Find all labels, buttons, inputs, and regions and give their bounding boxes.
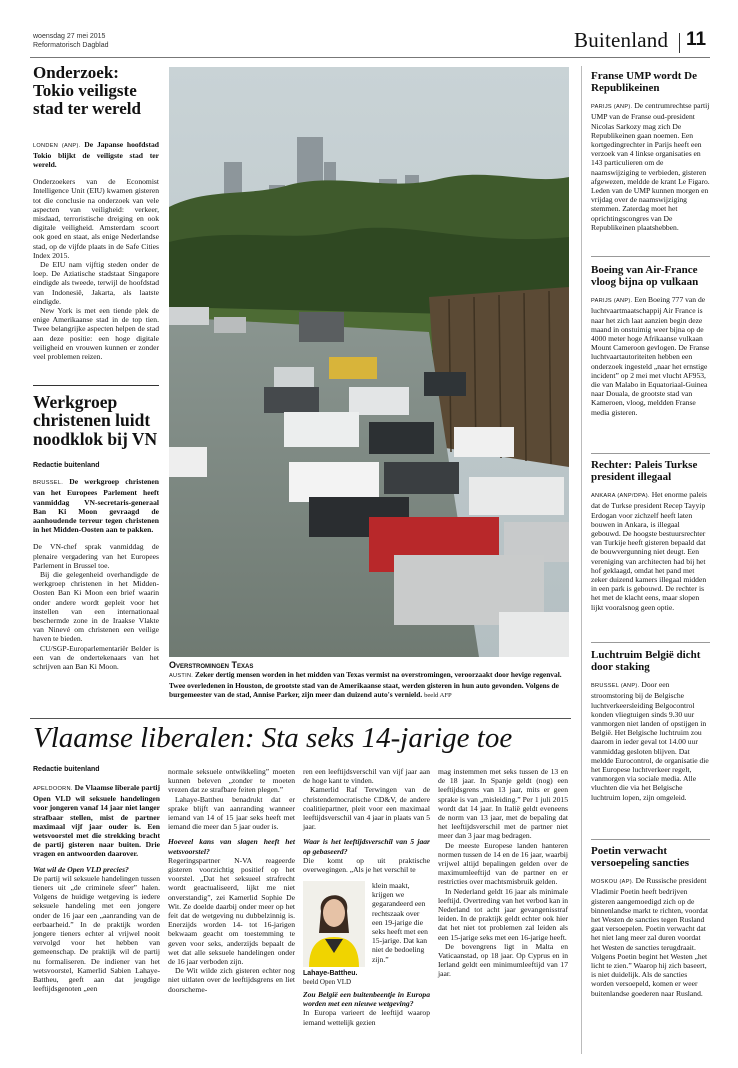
portrait-illustration bbox=[303, 881, 365, 967]
subhead: Wat wil de Open VLD precies? bbox=[33, 864, 129, 874]
right-column-divider bbox=[581, 66, 582, 1054]
dateline: LONDEN (ANP). bbox=[33, 142, 81, 149]
article-tokyo bbox=[33, 64, 159, 361]
paragraph: Lahaye-Battheu benadrukt dat er sprake blijft van aanranding wanneer iemand van 14 of 15 jaar seks heeft met iemand die meer dan 5 jaar ouder is. bbox=[168, 794, 295, 832]
caption-credit: beeld AFP bbox=[424, 692, 452, 699]
lead: De werkgroep christenen van het Europees Parlement heeft vanmiddag VN-secretaris-generaal Ban Ki Moon gevraagd de aanhoudende terreur tegen christenen in het Midden-Oosten aan te pakken. bbox=[33, 477, 159, 535]
brief-text: Het enorme paleis dat de Turkse president Recep Tayyip Erdogan voor zichzelf heeft laten bouwen in Ankara, is illegaal gebouwd. De hoogste bestuursrechter van Turkije heeft gisteren bepaald dat de bouwvergunning niet deugt. Een vereniging van architecten had bij het hof geklaagd, omdat het pand met zeker duizend kamers illegaal midden in een park is gebouwd. De rechter is het met de klacht eens, maar slopen lijkt vooralsnog geen optie. bbox=[591, 490, 707, 612]
brief-headline: Poetin verwacht versoepeling sancties bbox=[591, 845, 690, 869]
brief-divider bbox=[591, 256, 710, 257]
paragraph: Bij die gelegenheid overhandigde de werkgroep christenen in het Midden-Oosten Ban Ki Moon een brief waarin onder andere wordt gepleit voor het instellen van een internationaal beschermde zone in de Iraakse Vlakte van Ninevé om christenen een veilige haven te bieden. bbox=[33, 569, 159, 644]
paragraph: New York is met een tiende plek de enige Amerikaanse stad in de top tien. Twee belangrijke aspecten helpen de stad aan deze positie: een hoge digitale veiligheid en vrouwen kunnen er zonder veel problemen reizen. bbox=[33, 305, 159, 361]
paragraph: De VN-chef sprak vanmiddag de plenaire vergadering van het Europees Parlement in Brussel toe. bbox=[33, 542, 159, 570]
brief-ump bbox=[591, 71, 710, 232]
dateline: ANKARA (ANP/DPA). bbox=[591, 493, 650, 500]
masthead-meta bbox=[33, 32, 108, 50]
lead: De Vlaamse liberale partij Open VLD wil seksuele handelingen voor jongeren vanaf 14 jaar niet langer strafbaar stellen, mist de partner maximaal vijf jaar ouder is. Een wetsvoorstel met die strekking bracht de partij gisteren naar buiten. Drie vragen en antwoorden daarover. bbox=[33, 783, 160, 859]
flood-photo-illustration bbox=[169, 67, 569, 657]
paragraph: normale seksuele ontwikkeling” moeten kunnen beleven „zonder te moeten vrezen dat ze strafbare feiten plegen.” bbox=[168, 767, 295, 795]
headline: Werkgroep christenen luidt noodklok bij VN bbox=[33, 392, 158, 449]
brief-text: De Russische president Vladimir Poetin heeft bedrijven gisteren aangemoedigd zich op de binnenlandse markt te richten, voordat het Westen de sancties tegen Rusland gaat versoepelen. Poetin verwacht dat het niet lang meer zal duren voordat het Westen de sancties terugdraait. Volgens Poetin begint het Westen „het licht te zien.” Waarop hij zich baseert, is niet duidelijk. Als de sancties worden versoepeld, komen er weer buitenlandse goederen naar Rusland. bbox=[591, 876, 709, 998]
vld-headline: Vlaamse liberalen: Sta seks 14-jarige toe bbox=[33, 722, 513, 754]
article-body bbox=[33, 140, 159, 362]
paragraph: Regeringspartner N-VA reageerde gisteren voorzichtig positief op het voorstel. „Dat het seksueel strafrecht wordt geactualiseerd, lijkt me niet onverstandig”, zei Kamerlid Sophie De Wit. Ze doelde daarbij onder meer op het feit dat de wetgeving nu dubbelzinnig is. Enerzijds worden 14- tot 16-jarigen bekwaam geacht om toestemming te geven voor seks, anderzijds bepaalt de wet dat alle seksuele handelingen onder de 16 jaar verboden zijn. bbox=[168, 855, 295, 967]
brief-text: Een Boeing 777 van de luchtvaartmaatschappij Air France is naar het zich laat aanzien begin deze maand in onstuimig weer bijna op de 4000 meter hoge Afrikaanse vulkaan Mount Cameroon gevlogen. De Franse luchtvaartautoriteiten hebben een onderzoek ingesteld „naar het ernstige incident” op 2 mei met vlucht AF953, die van Malabo in Equatoriaal-Guinea naar Douala, de grootste stad van Kameroen, vloog, meldden Franse media gisteren. bbox=[591, 295, 710, 417]
subhead: Hoeveel kans van slagen heeft het wetsvoorstel? bbox=[168, 837, 295, 856]
paragraph: De EIU nam vijftig steden onder de loep. De Aziatische stadstaat Singapore eindigde als tweede, terwijl de hoofdstad van Indonesië, Jakarta, als laatste eindigde. bbox=[33, 259, 159, 306]
caption-dateline: AUSTIN. bbox=[169, 673, 194, 679]
paragraph: Kamerlid Raf Terwingen van de christendemocratische CD&V, de andere coalitiepartner, pleit voor een maximaal leeftijdsverschil van 4 jaar in plaats van 5 jaar. bbox=[303, 785, 430, 832]
article-top-rule bbox=[30, 718, 571, 719]
issue-date: woensdag 27 mei 2015 bbox=[33, 33, 106, 40]
brief-divider bbox=[591, 839, 710, 840]
lead: De Japanse hoofdstad Tokio blijkt de veiligste stad ter wereld. bbox=[33, 139, 159, 169]
subhead: Zou België een buitenbeentje in Europa worden met een nieuwe wetgeving? bbox=[303, 990, 430, 1009]
vld-col-3-wrap: klein maakt, krijgen we gegarandeerd een rechtszaak over een 19-jarige die seks heeft met een 15-jarige. Dat kan niet de bedoeling zijn.” bbox=[372, 881, 428, 964]
caption-text: Zeker dertig mensen worden in het midden van Texas vermist na overstromingen, veroorzaakt door hevige regenval. Twee overledenen in Houston, de grootste stad van de Amerikaanse staat, werden gisteren in hun auto gevonden. Volgens de burgemeester van de stad, Annise Parker, zijn meer dan duizend auto's vernield. bbox=[169, 670, 562, 699]
dateline: PARIJS (ANP). bbox=[591, 104, 633, 111]
dateline: BRUSSEL (ANP). bbox=[591, 683, 640, 690]
photo-caption bbox=[169, 661, 569, 700]
portrait-caption bbox=[303, 970, 430, 987]
newspaper-name: Reformatorisch Dagblad bbox=[33, 42, 109, 49]
dateline: MOSKOU (AP). bbox=[591, 879, 634, 886]
paragraph: In Europa varieert de leeftijd waarop iemand wettelijk gezien bbox=[303, 1008, 430, 1027]
brief-belgium bbox=[591, 650, 710, 802]
paragraph: mag instemmen met seks tussen de 13 en de 18 jaar. In Spanje geldt (nog) een leeftijdsgrens van 13 jaar, mits er geen sprake is van „misleiding.” Per 1 juli 2015 wordt dat 14 jaar. In Italië geldt eveneens de norm van 13 jaar, met de bepaling dat het leeftijdsverschil met de partner niet meer dan 3 jaar mag bedragen. bbox=[438, 767, 568, 841]
brief-divider bbox=[591, 642, 710, 643]
vld-byline: Redactie buitenland bbox=[33, 766, 100, 773]
brief-headline: Luchtruim België dicht door staking bbox=[591, 649, 701, 673]
brief-text: De centrumrechtse partij UMP van de Franse oud-president Nicolas Sarkozy mag zich De Republikeinen gaan noemen. Een kortgedingrechter in Parijs heeft een verzoek van 4 linkse organisaties en 143 particulieren om de naamswijziging te verbieden, gisteren afgewezen, meldde de krant Le Figaro. Leden van de UMP kunnen morgen en vrijdag over de naamswijziging stemmen. Zaterdag moet het oprichtingscongres van De Republikeinen plaatshebben. bbox=[591, 101, 710, 232]
header-rule bbox=[30, 57, 710, 58]
article-divider bbox=[33, 385, 159, 386]
vld-col-1 bbox=[33, 783, 160, 993]
header-divider bbox=[679, 33, 680, 53]
paragraph: ren een leeftijdsverschil van vijf jaar aan de hoge kant te vinden. bbox=[303, 767, 430, 786]
byline: Redactie buitenland bbox=[33, 462, 100, 470]
headline: Onderzoek: Tokio veiligste stad ter wereld bbox=[33, 63, 141, 118]
brief-erdogan bbox=[591, 460, 710, 612]
brief-headline: Boeing van Air-France vloog bijna op vulkaan bbox=[591, 264, 699, 288]
vld-col-4 bbox=[438, 767, 568, 979]
paragraph: CU/SGP-Europarlementariër Belder is een van de ondertekenaars van het schrijven aan Ban Ki Moon. bbox=[33, 643, 159, 671]
brief-putin bbox=[591, 846, 710, 998]
flood-photo bbox=[169, 67, 569, 657]
portrait-photo bbox=[303, 881, 365, 967]
paragraph: De Wit wilde zich gisteren echter nog niet uitlaten over de leeftijdsgrens en liet doorscheme- bbox=[168, 966, 295, 994]
portrait-name: Lahaye-Battheu. bbox=[303, 970, 358, 977]
brief-headline: Franse UMP wordt De Republikeinen bbox=[591, 70, 698, 94]
article-body bbox=[33, 477, 159, 671]
brief-text: Door een stroomstoring bij de Belgische luchtverkeersleiding Belgocontrol konden vliegtuigen sinds 9.30 uur vanmorgen niet landen of opstijgen in België. Het Belgische luchtruim zou daarom in ieder geval tot 14.00 uur vanmiddag gesloten blijven. Dat meldde Eurocontrol, de organisatie die het Europese luchtverkeer regelt, vanmorgen via sociale media. Alle vluchten die via het Belgische luchtruim lopen, zijn omgeleid. bbox=[591, 680, 709, 802]
paragraph: De bovengrens ligt in Malta en Vaticaanstad, op 18 jaar. Op Cyprus en in Ierland geldt een minimumleeftijd van 17 jaar. bbox=[438, 941, 568, 979]
vld-col-2 bbox=[168, 767, 295, 994]
brief-headline: Rechter: Paleis Turkse president illegaal bbox=[591, 459, 698, 483]
dateline: APELDOORN. bbox=[33, 786, 73, 792]
paragraph: De meeste Europese landen hanteren normen tussen de 14 en de 16 jaar, waarbij vrijwel altijd bepalingen gelden over de maximumleeftijd van de partner en er restricties over machtsmisbruik gelden. bbox=[438, 840, 568, 887]
caption-title: Overstromingen Texas bbox=[169, 660, 254, 670]
paragraph: Onderzoekers van de Economist Intelligence Unit (EIU) kwamen gisteren tot die conclusie na onderzoek van vele aspecten van veiligheid: verkeer, misdaad, terroristische dreiging en ook digitale veiligheid. Amsterdam scoort ook goed en staat, als enige Nederlandse stad, op de vijfde plaats in de Safe Cities Index 2015. bbox=[33, 177, 159, 260]
subhead: Waar is het leeftijdsverschil van 5 jaar op gebaseerd? bbox=[303, 837, 430, 856]
page-number: 11 bbox=[686, 29, 707, 50]
section-title: Buitenland bbox=[574, 28, 669, 52]
dateline: BRUSSEL. bbox=[33, 480, 64, 487]
brief-divider bbox=[591, 453, 710, 454]
vld-col-3 bbox=[303, 767, 430, 874]
paragraph: De partij wil seksuele handelingen tussen tieners uit „de criminele sfeer” halen. Volgens de huidige wetgeving is iedere seksuele handeling met een jongere onder de 16 jaar een „aanranding van de eerbaarheid.” In de praktijk worden jongere tieners echter al vrijwel nooit vervolgd voor het hebben van gemeenschap. De praktijk wil de partij nu formaliseren. De indiener van het wetsvoorstel, Kamerlid Sabien Lahaye-Battheu, geeft aan dat jeugdige leeftijdsgenoten „een bbox=[33, 873, 160, 994]
article-christians bbox=[33, 393, 159, 671]
brief-boeing bbox=[591, 265, 710, 417]
paragraph: Die komt op uit praktische overwegingen. „Als je het verschil te bbox=[303, 855, 430, 875]
vld-col-3-end bbox=[303, 990, 430, 1027]
portrait-credit: beeld Open VLD bbox=[303, 978, 352, 987]
paragraph: In Nederland geldt 16 jaar als minimale leeftijd. Overtreding van het verbod kan in Nederland tot acht jaar gevangenisstraf leiden. In de praktijk geldt echter ook hier dat het niet tot problemen zal leiden als een 15-jarige seks met een 16-jarige heeft. bbox=[438, 886, 568, 942]
dateline: PARIJS (ANP). bbox=[591, 298, 633, 305]
